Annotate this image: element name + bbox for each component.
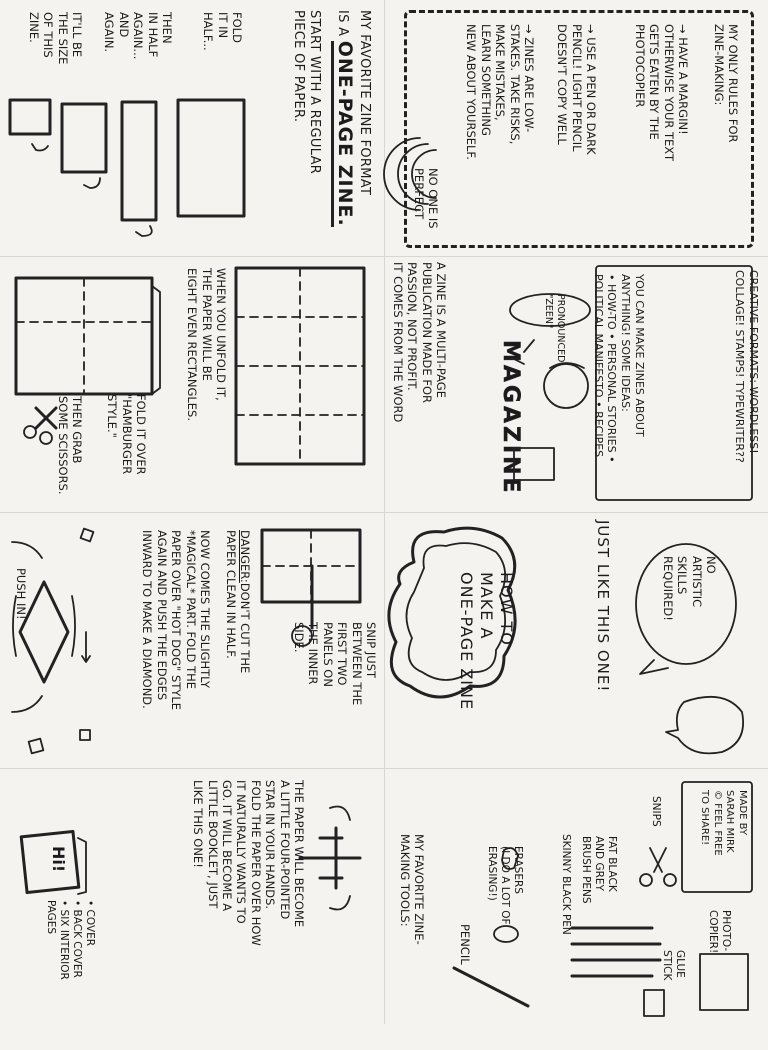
no-one-is-perfect-badge: NO ONE IS PERFECT — [411, 168, 440, 229]
rules-col-1: MY ONLY RULES FOR ZINE-MAKING: — [711, 24, 740, 143]
danger-label: DANGER: — [238, 530, 252, 583]
danger-text: DANGER:DON'T CUT THE PAPER CLEAN IN HALF. — [223, 530, 252, 674]
intro-fold-text-3: IT'LL BE THE SIZE OF THIS ZINE. — [26, 12, 84, 65]
tool-skinny-pen: SKINNY BLACK PEN — [560, 834, 572, 935]
cover-title: HOW TO MAKE A ONE-PAGE ZINE — [457, 572, 516, 711]
magazine-word: MAGAZINE — [498, 340, 523, 496]
snip-text: SNIP JUST BETWEEN THE FIRST TWO PANELS ON THE INNER SIDE. — [292, 622, 378, 706]
credit-box: MADE BY SARAH MIRK © FEEL FREE TO SHARE! — [699, 790, 748, 856]
intro-highlight: ONE-PAGE ZINE. — [331, 41, 356, 227]
define-illustrations — [384, 256, 768, 512]
rules-col-2: → HAVE A MARGIN! OTHERWISE YOUR TEXT GETS EATEN BY THE PHOTOCOPIER — [632, 24, 690, 162]
formats-text: CREATIVE FORMATS: WORDLESS! COLLAGE! STAMPS! TYPEWRITER?? — [733, 270, 760, 463]
unfold-text: WHEN YOU UNFOLD IT, THE PAPER WILL BE EIGHT EVEN RECTANGLES. — [185, 268, 228, 421]
tool-glue-stick: GLUE STICK — [660, 950, 686, 981]
perfect-arcs-illustration — [384, 0, 768, 256]
rules-col-3: → USE A PEN OR DARK PENCIL! LIGHT PENCIL DOESN'T COPY WELL — [555, 24, 598, 155]
define-text: A ZINE IS A MULTI-PAGE PUBLICATION MADE FOR PASSION, NOT PROFIT. IT COMES FROM THE WORD — [390, 262, 448, 423]
unfold-fold-text: FOLD IT OVER "HAMBURGER STYLE." — [105, 394, 148, 475]
intro-line-1: MY FAVORITE ZINE FORMAT — [357, 10, 372, 196]
tool-pencil: PENCIL — [458, 924, 472, 965]
intro-fold-text: FOLD IT IN HALF... — [201, 12, 244, 51]
intro-line-2: IS A — [334, 10, 350, 37]
rules-col-4: → ZINES ARE LOW- STAKES. TAKE RISKS, MAKE MISTAKES, LEARN SOMETHING NEW ABOUT YOURSELF. — [464, 24, 536, 160]
booklet-hi: Hi! — [49, 846, 68, 873]
tool-brush-pens: FAT BLACK AND GREY BRUSH PENS — [579, 836, 618, 904]
cover-subtitle: JUST LIKE THIS ONE! — [594, 520, 612, 693]
ideas-box: YOU CAN MAKE ZINES ABOUT ANYTHING! SOME IDEAS: • HOW-TO • PERSONAL STORIES • POLITICAL MANIFESTO • RECIPES — [591, 274, 646, 463]
magic-text: NOW COMES THE SLIGHTLY *MAGICAL* PART. FOLD THE PAPER OVER "HOT DOG" STYLE AGAIN AND PUSH THE EDGES INWARD TO MAKE A DIAMOND. — [140, 530, 212, 710]
tools-title: MY FAVORITE ZINE- MAKING TOOLS: — [397, 834, 426, 945]
intro-fold-text-2: THEN IN HALF AGAIN... AND AGAIN. — [102, 12, 174, 60]
booklet-parts: • COVER • BACK COVER • SIX INTERIOR PAGES — [44, 900, 96, 980]
push-in-label: PUSH IN! — [14, 568, 28, 620]
pronounced-bubble: PRONOUNCED "ZEEN" — [543, 294, 566, 363]
tool-photocopier: PHOTO- COPIER! — [706, 910, 732, 954]
tool-erasers: ERASERS (I DO A LOT OF ERASING!) — [485, 846, 524, 925]
finish-text: THE PAPER WILL BECOME A LITTLE FOUR-POINTED STAR IN YOUR HANDS. FOLD THE PAPER OVER HOW IT NATURALLY WANTS TO GO. IT WILL BECOME A LITTLE BOOKLET, JUST LIKE THIS ONE! — [191, 780, 306, 946]
tool-snips: SNIPS — [650, 796, 662, 827]
paper-folding-illustration — [0, 0, 384, 256]
unfold-scissors-text: THEN GRAB SOME SCISSORS. — [55, 396, 84, 495]
intro-line-3: START WITH A REGULAR — [307, 10, 322, 175]
intro-line-4: PIECE OF PAPER. — [290, 10, 306, 123]
no-skills-bubble: NO ARTISTIC SKILLS REQUIRED! — [660, 556, 718, 621]
